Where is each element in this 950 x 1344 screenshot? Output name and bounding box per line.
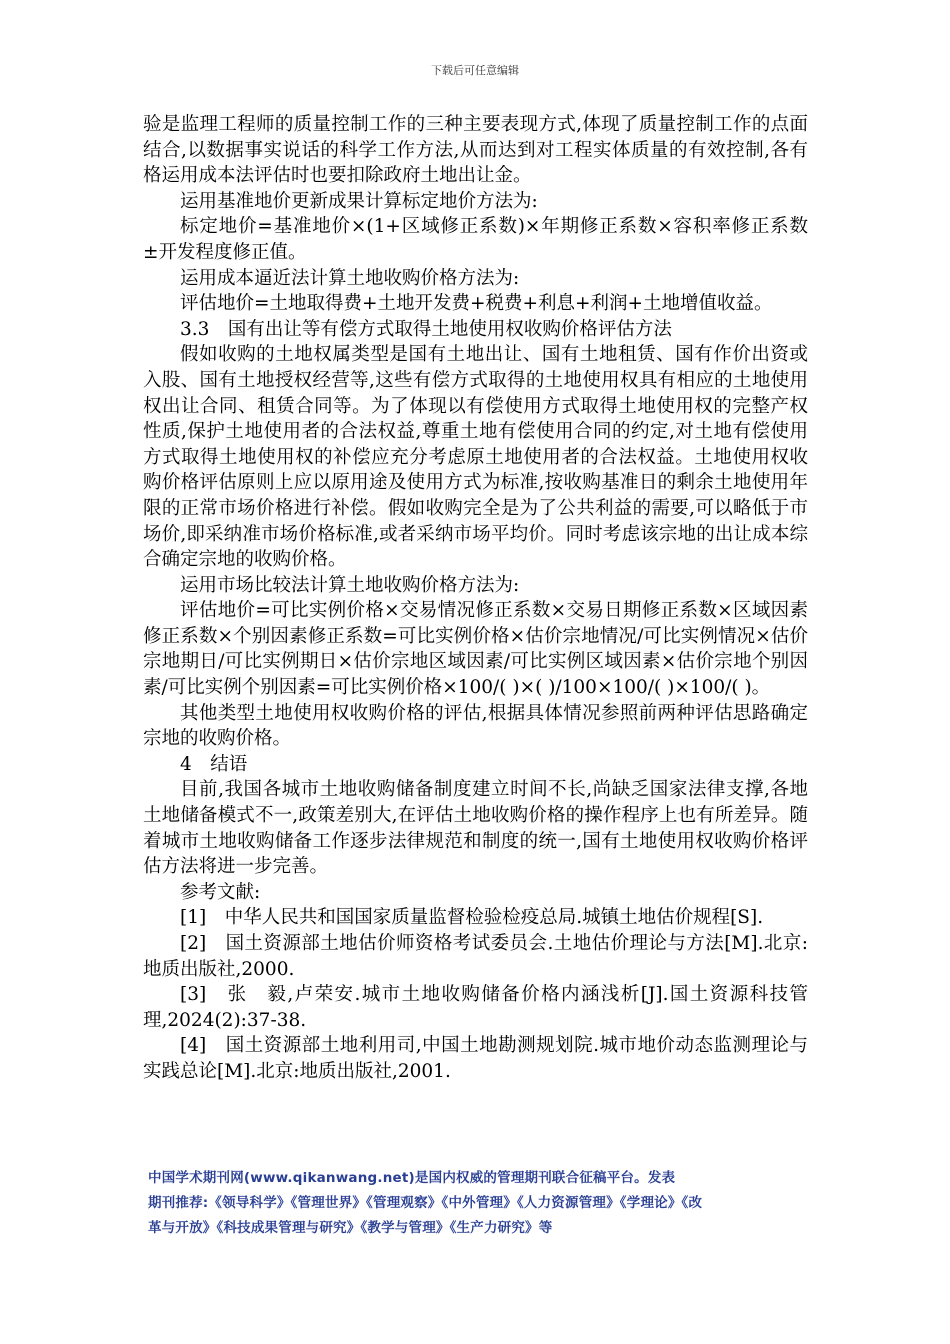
paragraph: 运用成本逼近法计算土地收购价格方法为: (180, 267, 520, 289)
footer-advertisement (148, 1166, 816, 1241)
paragraph: 运用市场比较法计算土地收购价格方法为: (180, 574, 520, 596)
section-heading: 3.3 国有出让等有偿方式取得土地使用权收购价格评估方法 (180, 318, 672, 340)
section-heading: 4 结语 (180, 753, 248, 775)
reference-item: [1] 中华人民共和国国家质量监督检验检疫总局.城镇土地估价规程[S]. (180, 907, 764, 929)
paragraph: 假如收购的土地权属类型是国有土地出让、国有土地租赁、国有作价出资或入股、国有土地授权经营等,这些有偿方式取得的土地使用权具有相应的土地使用权出让合同、租赁合同等。为了体现以有偿使用方式取得土地使用权的完整产权性质,保护土地使用者的合法权益,尊重土地有偿使用合同的约定,对土地有偿使用方式取得土地使用权的补偿应充分考虑原土地使用者的合法权益。土地使用权收购价格评估原则上应以原用途及使用方式为标准,按收购基准日的剩余土地使用年限的正常市场价格进行补偿。假如收购完全是为了公共利益的需要,可以略低于市场价,即采纳准市场价格标准,或者采纳市场平均价。同时考虑该宗地的出让成本综合确定宗地的收购价格。 (143, 344, 808, 571)
footer-line: 中国学术期刊网(www.qikanwang.net)是国内权威的管理期刊联合征稿平台。发表 (148, 1170, 676, 1186)
formula-paragraph: 标定地价=基准地价×(1+区域修正系数)×年期修正系数×容积率修正系数±开发程度修正值。 (143, 216, 808, 263)
paragraph: 目前,我国各城市土地收购储备制度建立时间不长,尚缺乏国家法律支撑,各地土地储备模式不一,政策差别大,在评估土地收购价格的操作程序上也有所差异。随着城市土地收购储备工作逐步法律规范和制度的统一,国有土地使用权收购价格评估方法将进一步完善。 (143, 779, 808, 878)
paragraph: 运用基准地价更新成果计算标定地价方法为: (180, 190, 538, 212)
page-header-note: 下载后可任意编辑 (431, 64, 519, 77)
reference-item: [4] 国土资源部土地利用司,中国土地勘测规划院.城市地价动态监测理论与实践总论[M].北京:地质出版社,2001. (143, 1035, 808, 1082)
formula-paragraph: 评估地价=土地取得费+土地开发费+税费+利息+利润+土地增值收益。 (180, 293, 773, 315)
footer-line: 革与开放》《科技成果管理与研究》《教学与管理》《生产力研究》等 (148, 1220, 553, 1236)
footer-line: 期刊推荐:《领导科学》《管理世界》《管理观察》《中外管理》《人力资源管理》《学理论》《改 (148, 1195, 703, 1211)
paragraph: 验是监理工程师的质量控制工作的三种主要表现方式,体现了质量控制工作的点面结合,以数据事实说话的科学工作方法,从而达到对工程实体质量的有效控制,各有格运用成本法评估时也要扣除政府土地出让金。 (143, 114, 808, 187)
reference-item: [3] 张 毅,卢荣安.城市土地收购储备价格内涵浅析[J].国土资源科技管理,2024(2):37-38. (143, 984, 808, 1031)
reference-item: [2] 国土资源部土地估价师资格考试委员会.土地估价理论与方法[M].北京:地质出版社,2000. (143, 933, 808, 980)
document-body (143, 112, 808, 1085)
formula-paragraph: 评估地价=可比实例价格×交易情况修正系数×交易日期修正系数×区域因素修正系数×个别因素修正系数=可比实例价格×估价宗地情况/可比实例情况×估价宗地期日/可比实例期日×估价宗地区域因素/可比实例区域因素×估价宗地个别因素/可比实例个别因素=可比实例价格×100/( )×( )/100×100/( )×100/( )。 (143, 600, 808, 699)
references-heading: 参考文献: (180, 881, 261, 903)
paragraph: 其他类型土地使用权收购价格的评估,根据具体情况参照前两种评估思路确定宗地的收购价格。 (143, 702, 808, 750)
